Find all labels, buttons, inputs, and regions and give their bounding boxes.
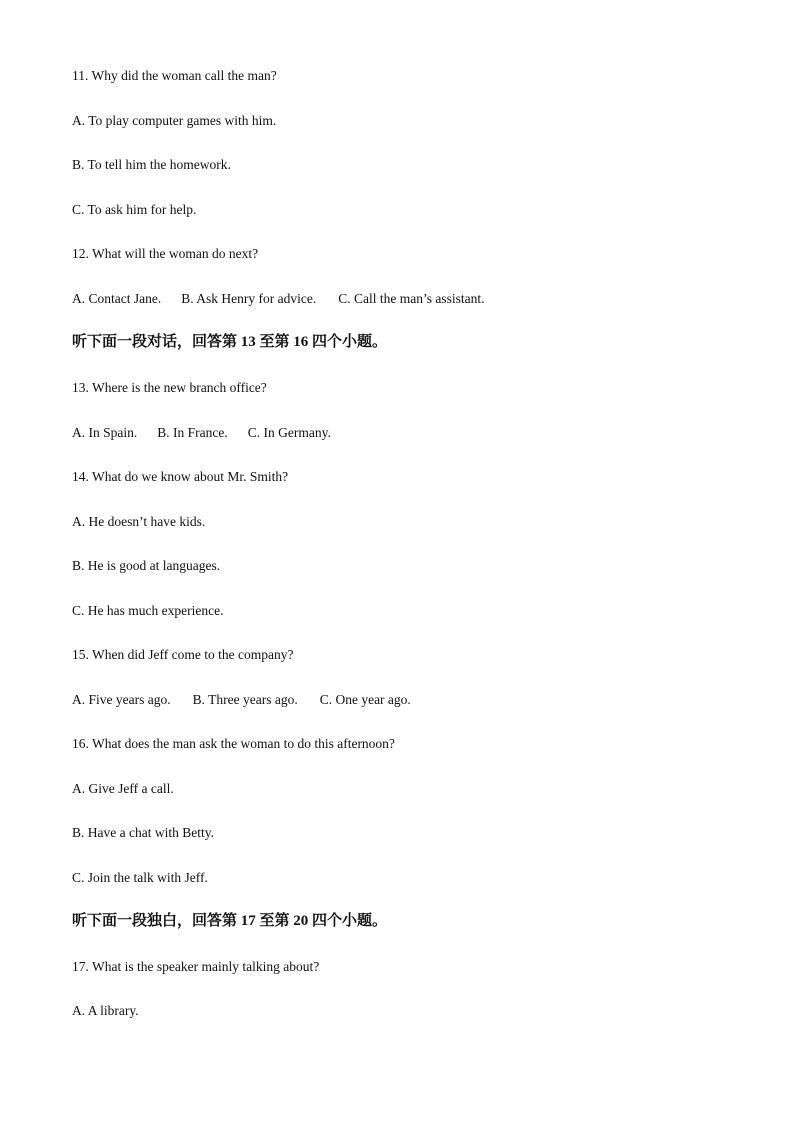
q15-options [72, 691, 411, 709]
section-heading-17-20: 听下面一段独白，回答第 17 至第 20 四个小题。 [72, 913, 388, 929]
question-15: 15. When did Jeff come to the company? [72, 647, 294, 662]
q12-option-a: A. Contact Jane. [72, 291, 162, 306]
q15-option-c: C. One year ago. [319, 692, 411, 707]
q11-option-b: B. To tell him the homework. [72, 157, 231, 172]
q15-option-b: B. Three years ago. [192, 692, 298, 707]
question-11: 11. Why did the woman call the man? [72, 68, 277, 83]
q12-options [72, 290, 484, 308]
q16-option-b: B. Have a chat with Betty. [72, 825, 214, 840]
q11-option-a: A. To play computer games with him. [72, 113, 277, 128]
question-14: 14. What do we know about Mr. Smith? [72, 469, 289, 484]
q17-option-a: A. A library. [72, 1003, 139, 1018]
q12-option-c: C. Call the man’s assistant. [338, 291, 485, 306]
q13-option-c: C. In Germany. [247, 425, 331, 440]
q13-option-a: A. In Spain. [72, 425, 138, 440]
q15-option-a: A. Five years ago. [72, 692, 171, 707]
q11-option-c: C. To ask him for help. [72, 202, 197, 217]
q14-option-a: A. He doesn’t have kids. [72, 514, 206, 529]
q13-options [72, 424, 331, 442]
question-17: 17. What is the speaker mainly talking about? [72, 959, 320, 974]
question-16: 16. What does the man ask the woman to do this afternoon? [72, 736, 395, 751]
q12-option-b: B. Ask Henry for advice. [181, 291, 317, 306]
q14-option-c: C. He has much experience. [72, 603, 224, 618]
section-heading-13-16: 听下面一段对话，回答第 13 至第 16 四个小题。 [72, 334, 388, 350]
question-13: 13. Where is the new branch office? [72, 380, 267, 395]
q14-option-b: B. He is good at languages. [72, 558, 221, 573]
q13-option-b: B. In France. [157, 425, 228, 440]
q16-option-a: A. Give Jeff a call. [72, 781, 174, 796]
question-12: 12. What will the woman do next? [72, 246, 259, 261]
q16-option-c: C. Join the talk with Jeff. [72, 870, 208, 885]
